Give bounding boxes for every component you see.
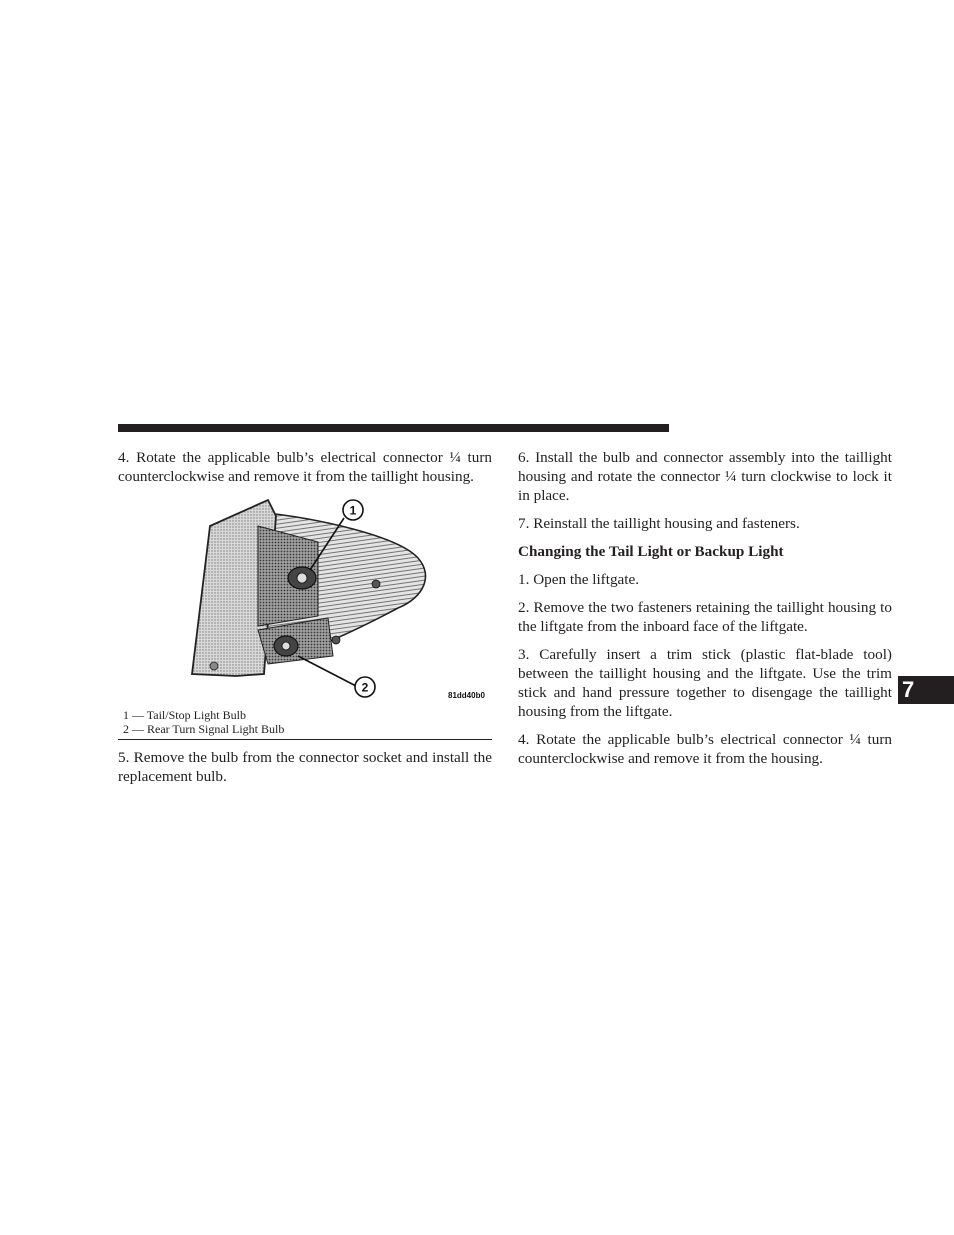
tail-step-4: 4. Rotate the applicable bulb’s electrical connector ¼ turn counterclockwise and remove it from the housing. [518,731,892,767]
tail-step-2: 2. Remove the two fasteners retaining the taillight housing to the liftgate from the inboard face of the liftgate. [518,599,892,635]
callout-1-label: 1 [349,503,357,518]
legend-item-2: 2 — Rear Turn Signal Light Bulb [123,722,285,736]
legend-item-1: 1 — Tail/Stop Light Bulb [123,708,246,722]
step-7-paragraph: 7. Reinstall the taillight housing and fasteners. [518,515,800,532]
callout-1 [343,500,363,520]
tail-step-1: 1. Open the liftgate. [518,571,640,588]
section-rule [118,424,669,432]
figure-code: 81dd40b0 [448,691,485,700]
callout-2-label: 2 [361,680,369,695]
left-column [118,448,492,795]
figure-legend [118,708,492,740]
tail-step-3: 3. Carefully insert a trim stick (plastic flat-blade tool) between the taillight housing and the liftgate. Use the trim stick and hand pressure together to disengage the taillight housing from the liftgate. [518,646,892,720]
step-5-paragraph: 5. Remove the bulb from the connector socket and install the replacement bulb. [118,749,492,785]
taillight-figure [118,496,492,702]
right-column [518,448,892,777]
callout-2 [355,677,375,697]
chapter-tab [898,676,954,704]
taillight-illustration [118,496,492,702]
step-6-paragraph: 6. Install the bulb and connector assembly into the taillight housing and rotate the connector ¼ turn clockwise to lock it in place. [518,449,892,504]
step-4-paragraph: 4. Rotate the applicable bulb’s electrical connector ¼ turn counterclockwise and remove it from the taillight housing. [118,449,492,485]
section-heading: Changing the Tail Light or Backup Light [518,543,784,560]
chapter-number: 7 [902,677,915,702]
